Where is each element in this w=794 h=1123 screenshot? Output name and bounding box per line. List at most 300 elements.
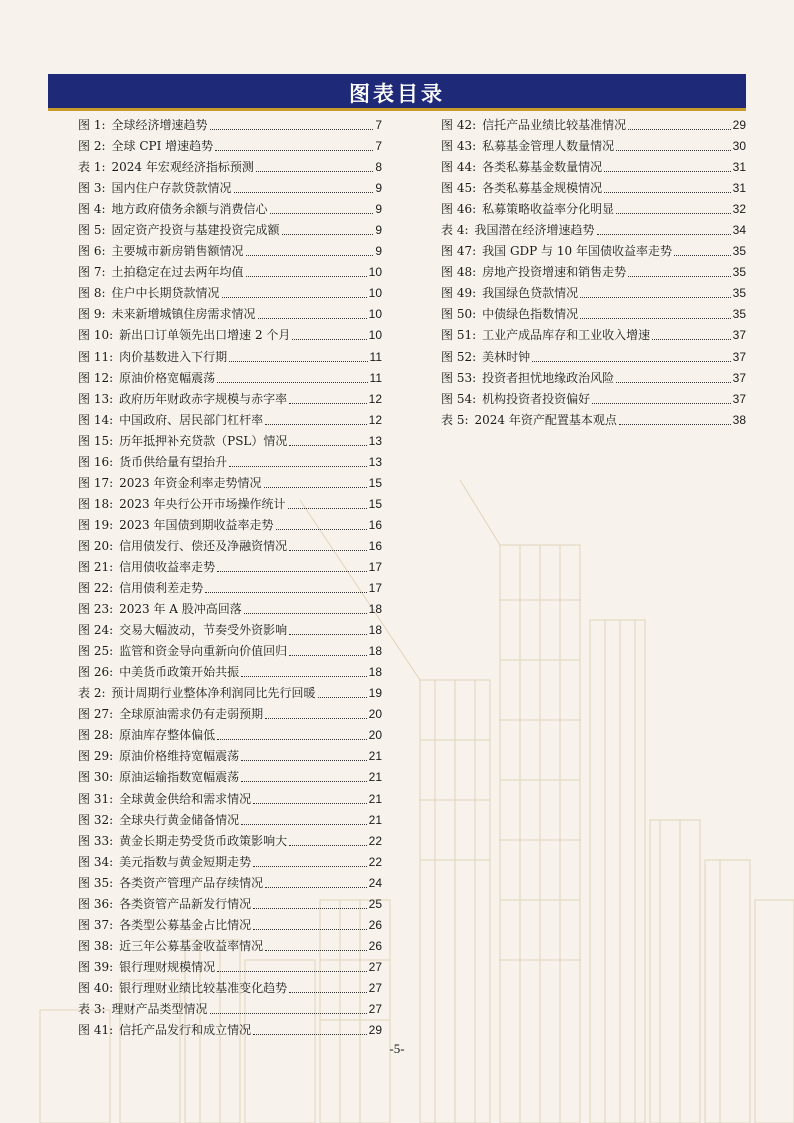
- toc-entry-page: 21: [368, 749, 382, 764]
- dot-leader: [234, 192, 374, 193]
- toc-entry-page: 12: [368, 391, 382, 406]
- page-number: -5-: [389, 1041, 405, 1056]
- toc-entry-title: 货币供给量有望抬升: [119, 454, 228, 469]
- toc-entry-page: 10: [368, 265, 382, 280]
- dot-leader: [265, 887, 366, 888]
- dot-leader: [597, 234, 731, 235]
- toc-entry-label: 图 45:: [441, 181, 477, 196]
- toc-entry-title: 预计周期行业整体净利润同比先行回暖: [111, 686, 316, 701]
- toc-entry[interactable]: [78, 347, 382, 368]
- toc-entry-label: 图 23:: [78, 602, 114, 617]
- dot-leader: [616, 150, 730, 151]
- toc-entry[interactable]: [78, 389, 382, 410]
- toc-entry-title: 土拍稳定在过去两年均值: [111, 265, 244, 280]
- toc-entry[interactable]: [78, 220, 382, 241]
- dot-leader: [592, 403, 730, 404]
- toc-entry[interactable]: [441, 115, 746, 136]
- toc-entry-title: 住户中长期贷款情况: [111, 286, 220, 301]
- dot-leader: [289, 992, 366, 993]
- toc-entry-page: 7: [375, 139, 382, 154]
- dot-leader: [289, 845, 366, 846]
- toc-entry-title: 中债绿色指数情况: [482, 307, 579, 322]
- dot-leader: [217, 971, 366, 972]
- dot-leader: [604, 171, 730, 172]
- toc-entry[interactable]: [441, 283, 746, 304]
- dot-leader: [289, 445, 366, 446]
- toc-left-column: [78, 115, 382, 1041]
- toc-entry-label: 图 1:: [78, 118, 106, 132]
- toc-entry-title: 政府历年财政赤字规模与赤字率: [119, 391, 288, 406]
- toc-entry[interactable]: [78, 136, 382, 157]
- toc-entry[interactable]: [78, 978, 382, 999]
- dot-leader: [604, 192, 730, 193]
- toc-entry-page: 21: [368, 791, 382, 806]
- toc-entry-page: 29: [368, 1023, 382, 1038]
- toc-entry-title: 全球央行黄金储备情况: [119, 812, 240, 827]
- dot-leader: [241, 781, 366, 782]
- dot-leader: [229, 466, 366, 467]
- toc-entry[interactable]: [441, 178, 746, 199]
- toc-entry[interactable]: [441, 199, 746, 220]
- toc-entry-title: 国内住户存款贷款情况: [111, 181, 232, 196]
- toc-entry-label: 图 41:: [78, 1023, 114, 1038]
- toc-entry[interactable]: [78, 262, 382, 283]
- toc-entry[interactable]: [441, 262, 746, 283]
- toc-entry-label: 图 39:: [78, 959, 114, 974]
- toc-entry-title: 我国潜在经济增速趋势: [474, 223, 595, 238]
- toc-entry-label: 图 11:: [78, 349, 114, 364]
- toc-entry-page: 26: [368, 938, 382, 953]
- toc-entry-title: 主要城市新房销售额情况: [111, 244, 244, 259]
- toc-entry[interactable]: [78, 199, 382, 220]
- toc-entry[interactable]: [441, 241, 746, 262]
- dot-leader: [276, 529, 367, 530]
- toc-entry-label: 图 46:: [441, 202, 477, 217]
- toc-entry-page: 8: [375, 160, 382, 175]
- toc-entry-title: 私募策略收益率分化明显: [482, 202, 615, 217]
- page-title: 图表目录: [349, 82, 445, 106]
- toc-entry-page: 22: [368, 833, 382, 848]
- toc-entry-label: 图 19:: [78, 517, 114, 532]
- toc-entry-page: 11: [369, 349, 382, 364]
- dot-leader: [264, 487, 367, 488]
- toc-entry-label: 图 40:: [78, 980, 114, 995]
- toc-entry-label: 表 2:: [78, 686, 106, 701]
- dot-leader: [616, 213, 730, 214]
- toc-entry[interactable]: [78, 515, 382, 536]
- toc-entry-page: 13: [368, 433, 382, 448]
- toc-entry-label: 图 50:: [441, 307, 477, 322]
- toc-entry-page: 37: [732, 391, 746, 406]
- toc-entry-page: 35: [732, 307, 746, 322]
- toc-entry-page: 25: [368, 896, 382, 911]
- toc-entry-label: 图 35:: [78, 875, 114, 890]
- toc-entry[interactable]: [78, 852, 382, 873]
- toc-right-column: [441, 115, 746, 431]
- toc-entry-title: 肉价基数进入下行期: [119, 349, 228, 364]
- dot-leader: [289, 655, 366, 656]
- toc-entry-title: 中美货币政策开始共振: [119, 665, 240, 680]
- toc-entry-title: 信用债收益率走势: [119, 559, 216, 574]
- dot-leader: [258, 318, 367, 319]
- toc-entry-page: 37: [732, 328, 746, 343]
- toc-entry-label: 图 21:: [78, 559, 114, 574]
- toc-entry-title: 原油价格宽幅震荡: [119, 370, 216, 385]
- toc-entry-page: 7: [375, 118, 382, 132]
- toc-entry-title: 历年抵押补充贷款（PSL）情况: [119, 433, 288, 448]
- toc-entry[interactable]: [78, 325, 382, 346]
- dot-leader: [628, 276, 730, 277]
- toc-entry-page: 16: [368, 517, 382, 532]
- toc-entry-title: 美元指数与黄金短期走势: [119, 854, 252, 869]
- toc-entry-title: 我国绿色贷款情况: [482, 286, 579, 301]
- toc-entry-label: 图 13:: [78, 391, 114, 406]
- toc-entry-title: 我国 GDP 与 10 年国债收益率走势: [482, 244, 672, 259]
- toc-entry-title: 全球黄金供给和需求情况: [119, 791, 252, 806]
- toc-entry-label: 图 47:: [441, 244, 477, 259]
- toc-entry-title: 全球经济增速趋势: [111, 118, 208, 132]
- toc-entry[interactable]: [78, 873, 382, 894]
- toc-entry-page: 18: [368, 665, 382, 680]
- toc-entry-title: 投资者担忧地缘政治风险: [482, 370, 615, 385]
- dot-leader: [253, 929, 366, 930]
- dot-leader: [289, 403, 366, 404]
- toc-entry-page: 37: [732, 370, 746, 385]
- toc-entry-page: 37: [732, 349, 746, 364]
- toc-entry-title: 地方政府债务余额与消费信心: [111, 202, 268, 217]
- dot-leader: [265, 950, 366, 951]
- toc-entry-title: 银行理财业绩比较基准变化趋势: [119, 980, 288, 995]
- toc-entry[interactable]: [441, 157, 746, 178]
- toc-entry-page: 9: [375, 223, 382, 238]
- toc-entry-title: 未来新增城镇住房需求情况: [111, 307, 256, 322]
- dot-leader: [205, 592, 366, 593]
- toc-entry-page: 21: [368, 812, 382, 827]
- toc-entry-page: 27: [368, 1001, 382, 1016]
- toc-entry[interactable]: [78, 894, 382, 915]
- toc-entry[interactable]: [78, 431, 382, 452]
- toc-entry[interactable]: [78, 810, 382, 831]
- toc-entry-title: 全球 CPI 增速趋势: [111, 139, 214, 154]
- toc-entry[interactable]: [78, 368, 382, 389]
- toc-entry-page: 9: [375, 181, 382, 196]
- toc-entry-title: 信用债利差走势: [119, 581, 204, 596]
- toc-entry-label: 表 1:: [78, 160, 106, 175]
- toc-entry-label: 图 16:: [78, 454, 114, 469]
- toc-entry-page: 16: [368, 538, 382, 553]
- toc-entry-page: 9: [375, 244, 382, 259]
- toc-entry-title: 2023 年资金利率走势情况: [119, 475, 262, 490]
- toc-entry-title: 机构投资者投资偏好: [482, 391, 591, 406]
- toc-entry-page: 21: [368, 770, 382, 785]
- dot-leader: [253, 908, 366, 909]
- toc-entry-label: 图 30:: [78, 770, 114, 785]
- toc-entry[interactable]: [441, 410, 746, 431]
- toc-entry-page: 35: [732, 244, 746, 259]
- toc-entry-page: 10: [368, 328, 382, 343]
- toc-entry-label: 图 29:: [78, 749, 114, 764]
- toc-entry-page: 11: [369, 370, 382, 385]
- toc-entry[interactable]: [441, 389, 746, 410]
- toc-entry-label: 图 25:: [78, 644, 114, 659]
- toc-entry-label: 图 34:: [78, 854, 114, 869]
- toc-entry-title: 2024 年资产配置基本观点: [474, 412, 617, 427]
- toc-entry[interactable]: [78, 178, 382, 199]
- toc-entry-label: 图 18:: [78, 496, 114, 511]
- toc-entry-title: 美林时钟: [482, 349, 531, 364]
- toc-entry[interactable]: [78, 115, 382, 136]
- toc-entry-title: 理财产品类型情况: [111, 1001, 208, 1016]
- toc-entry-title: 中国政府、居民部门杠杆率: [119, 412, 264, 427]
- toc-entry-label: 图 10:: [78, 328, 114, 343]
- toc-entry-page: 10: [368, 307, 382, 322]
- toc-entry-title: 各类资管产品新发行情况: [119, 896, 252, 911]
- dot-leader: [215, 150, 373, 151]
- toc-entry-title: 2023 年央行公开市场操作统计: [119, 496, 286, 511]
- toc-entry-title: 工业产成品库存和工业收入增速: [482, 328, 651, 343]
- toc-entry[interactable]: [78, 767, 382, 788]
- toc-entry-page: 35: [732, 286, 746, 301]
- toc-entry-title: 新出口订单领先出口增速 2 个月: [119, 328, 291, 343]
- toc-entry[interactable]: [78, 746, 382, 767]
- toc-entry-title: 私募基金管理人数量情况: [482, 139, 615, 154]
- toc-entry-page: 9: [375, 202, 382, 217]
- toc-entry[interactable]: [78, 241, 382, 262]
- toc-entry[interactable]: [78, 789, 382, 810]
- toc-entry-label: 图 44:: [441, 160, 477, 175]
- toc-entry-page: 15: [368, 475, 382, 490]
- toc-entry-title: 各类型公募基金占比情况: [119, 917, 252, 932]
- toc-entry-page: 26: [368, 917, 382, 932]
- toc-entry-label: 图 43:: [441, 139, 477, 154]
- toc-entry-label: 图 26:: [78, 665, 114, 680]
- toc-entry[interactable]: [441, 136, 746, 157]
- toc-entry-title: 各类资产管理产品存续情况: [119, 875, 264, 890]
- toc-entry-page: 38: [732, 412, 746, 427]
- toc-entry-label: 图 52:: [441, 349, 477, 364]
- toc-entry-label: 图 14:: [78, 412, 114, 427]
- toc-entry-label: 表 3:: [78, 1001, 106, 1016]
- toc-entry[interactable]: [78, 662, 382, 683]
- toc-entry-title: 原油库存整体偏低: [119, 728, 216, 743]
- toc-entry-label: 表 4:: [441, 223, 469, 238]
- dot-leader: [674, 255, 731, 256]
- dot-leader: [222, 297, 367, 298]
- dot-leader: [318, 697, 367, 698]
- toc-entry-page: 35: [732, 265, 746, 280]
- toc-entry-title: 原油运输指数宽幅震荡: [119, 770, 240, 785]
- toc-entry-title: 2024 年宏观经济指标预测: [111, 160, 254, 175]
- toc-entry-page: 24: [368, 875, 382, 890]
- toc-entry-page: 13: [368, 454, 382, 469]
- dot-leader: [652, 339, 730, 340]
- toc-entry-label: 图 20:: [78, 538, 114, 553]
- toc-entry-label: 图 33:: [78, 833, 114, 848]
- toc-entry[interactable]: [78, 473, 382, 494]
- dot-leader: [229, 361, 367, 362]
- toc-entry-page: 30: [732, 139, 746, 154]
- toc-entry-title: 原油价格维持宽幅震荡: [119, 749, 240, 764]
- toc-entry-page: 19: [368, 686, 382, 701]
- dot-leader: [210, 129, 374, 130]
- toc-entry[interactable]: [78, 999, 382, 1020]
- toc-entry-label: 图 9:: [78, 307, 106, 322]
- toc-entry-label: 图 48:: [441, 265, 477, 280]
- toc-entry-page: 34: [732, 223, 746, 238]
- toc-entry-label: 图 3:: [78, 181, 106, 196]
- toc-entry[interactable]: [78, 936, 382, 957]
- dot-leader: [253, 803, 366, 804]
- toc-entry-page: 15: [368, 496, 382, 511]
- toc-entry-label: 表 5:: [441, 412, 469, 427]
- toc-entry-title: 银行理财规模情况: [119, 959, 216, 974]
- toc-entry-title: 2023 年国债到期收益率走势: [119, 517, 274, 532]
- toc-entry[interactable]: [78, 725, 382, 746]
- dot-leader: [580, 297, 730, 298]
- toc-entry-title: 房地产投资增速和销售走势: [482, 265, 627, 280]
- dot-leader: [241, 760, 366, 761]
- toc-entry[interactable]: [78, 957, 382, 978]
- toc-entry-title: 监管和资金导向重新向价值回归: [119, 644, 288, 659]
- toc-entry-page: 31: [732, 181, 746, 196]
- toc-entry-title: 黄金长期走势受货币政策影响大: [119, 833, 288, 848]
- toc-entry-label: 图 42:: [441, 118, 477, 132]
- dot-leader: [253, 866, 366, 867]
- toc-entry[interactable]: [441, 347, 746, 368]
- dot-leader: [241, 676, 366, 677]
- toc-entry-label: 图 15:: [78, 433, 114, 448]
- toc-entry-page: 17: [368, 559, 382, 574]
- toc-entry-label: 图 53:: [441, 370, 477, 385]
- toc-entry-page: 27: [368, 980, 382, 995]
- toc-entry[interactable]: [78, 410, 382, 431]
- toc-entry-label: 图 27:: [78, 707, 114, 722]
- toc-entry-label: 图 4:: [78, 202, 106, 217]
- toc-entry[interactable]: [78, 452, 382, 473]
- toc-entry-label: 图 36:: [78, 896, 114, 911]
- toc-entry-page: 17: [368, 581, 382, 596]
- toc-entry-label: 图 6:: [78, 244, 106, 259]
- toc-entry-page: 20: [368, 728, 382, 743]
- dot-leader: [292, 339, 366, 340]
- toc-entry-label: 图 49:: [441, 286, 477, 301]
- dot-leader: [289, 550, 366, 551]
- toc-entry-label: 图 5:: [78, 223, 106, 238]
- toc-entry-title: 信用债发行、偿还及净融资情况: [119, 538, 288, 553]
- toc-entry-page: 10: [368, 286, 382, 301]
- toc-entry[interactable]: [441, 220, 746, 241]
- toc-entry[interactable]: [78, 283, 382, 304]
- dot-leader: [289, 634, 366, 635]
- toc-entry-label: 图 7:: [78, 265, 106, 280]
- dot-leader: [282, 234, 374, 235]
- dot-leader: [265, 424, 366, 425]
- toc-entry[interactable]: [78, 557, 382, 578]
- toc-entry-page: 18: [368, 602, 382, 617]
- dot-leader: [246, 276, 367, 277]
- toc-header-bar: [48, 74, 746, 111]
- toc-entry-title: 信托产品业绩比较基准情况: [482, 118, 627, 132]
- toc-entry-label: 图 38:: [78, 938, 114, 953]
- toc-entry[interactable]: [78, 704, 382, 725]
- toc-entry[interactable]: [78, 599, 382, 620]
- dot-leader: [265, 718, 366, 719]
- toc-entry-label: 图 31:: [78, 791, 114, 806]
- toc-entry[interactable]: [78, 620, 382, 641]
- dot-leader: [288, 508, 367, 509]
- toc-entry-page: 31: [732, 160, 746, 175]
- dot-leader: [256, 171, 373, 172]
- toc-entry[interactable]: [78, 683, 382, 704]
- toc-entry[interactable]: [78, 157, 382, 178]
- toc-entry-title: 全球原油需求仍有走弱预期: [119, 707, 264, 722]
- dot-leader: [619, 424, 731, 425]
- toc-entry[interactable]: [78, 1020, 382, 1041]
- dot-leader: [217, 382, 367, 383]
- dot-leader: [616, 382, 730, 383]
- toc-entry-page: 20: [368, 707, 382, 722]
- dot-leader: [217, 571, 366, 572]
- toc-entry[interactable]: [78, 304, 382, 325]
- toc-entry-label: 图 32:: [78, 812, 114, 827]
- toc-entry[interactable]: [78, 641, 382, 662]
- toc-entry[interactable]: [78, 915, 382, 936]
- toc-entry-title: 交易大幅波动，节奏受外资影响: [119, 623, 288, 638]
- toc-entry-label: 图 28:: [78, 728, 114, 743]
- toc-entry-label: 图 22:: [78, 581, 114, 596]
- dot-leader: [580, 318, 730, 319]
- toc-entry-label: 图 54:: [441, 391, 477, 406]
- toc-entry-label: 图 37:: [78, 917, 114, 932]
- dot-leader: [241, 824, 366, 825]
- toc-entry-page: 32: [732, 202, 746, 217]
- dot-leader: [217, 739, 366, 740]
- toc-entry[interactable]: [441, 368, 746, 389]
- toc-entry[interactable]: [78, 831, 382, 852]
- toc-entry-page: 22: [368, 854, 382, 869]
- toc-entry-label: 图 8:: [78, 286, 106, 301]
- toc-entry-label: 图 51:: [441, 328, 477, 343]
- dot-leader: [270, 213, 374, 214]
- dot-leader: [210, 1013, 367, 1014]
- dot-leader: [253, 1034, 366, 1035]
- toc-entry-title: 各类私募基金规模情况: [482, 181, 603, 196]
- toc-entry[interactable]: [78, 578, 382, 599]
- toc-entry[interactable]: [441, 304, 746, 325]
- dot-leader: [244, 613, 367, 614]
- dot-leader: [246, 255, 374, 256]
- toc-entry[interactable]: [78, 494, 382, 515]
- toc-entry[interactable]: [78, 536, 382, 557]
- toc-entry-title: 近三年公募基金收益率情况: [119, 938, 264, 953]
- toc-entry-page: 29: [732, 118, 746, 132]
- toc-entry-page: 12: [368, 412, 382, 427]
- toc-entry-page: 18: [368, 623, 382, 638]
- toc-entry-title: 固定资产投资与基建投资完成额: [111, 223, 280, 238]
- toc-entry-label: 图 12:: [78, 370, 114, 385]
- toc-entry-label: 图 2:: [78, 139, 106, 154]
- toc-entry-page: 18: [368, 644, 382, 659]
- toc-entry-label: 图 17:: [78, 475, 114, 490]
- toc-entry-title: 各类私募基金数量情况: [482, 160, 603, 175]
- dot-leader: [532, 361, 730, 362]
- toc-entry-title: 信托产品发行和成立情况: [119, 1023, 252, 1038]
- dot-leader: [628, 129, 730, 130]
- toc-entry-page: 27: [368, 959, 382, 974]
- toc-entry-title: 2023 年 A 股冲高回落: [119, 602, 242, 617]
- toc-entry[interactable]: [441, 325, 746, 346]
- toc-entry-label: 图 24:: [78, 623, 114, 638]
